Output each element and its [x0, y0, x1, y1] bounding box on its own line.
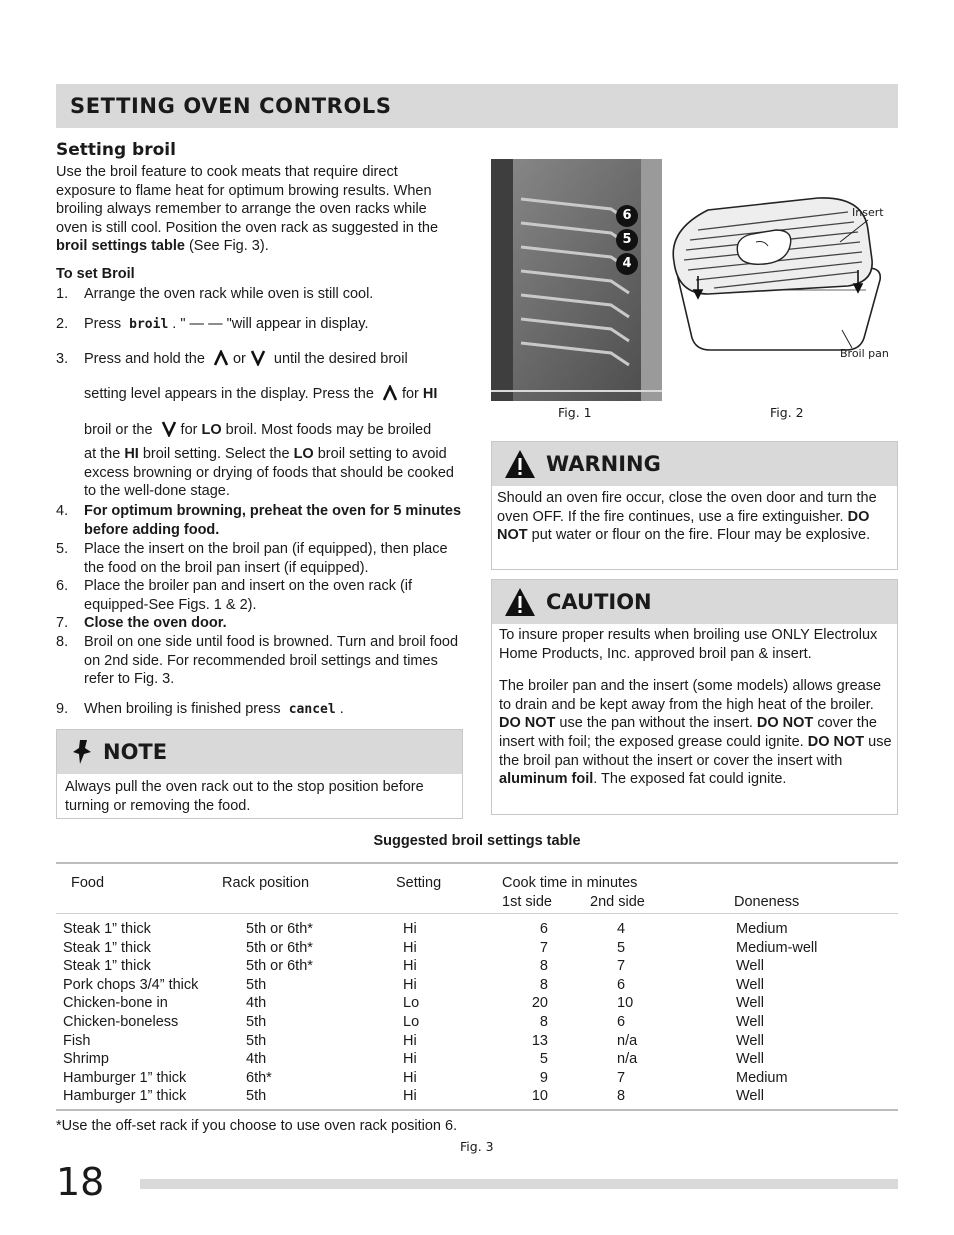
cell-doneness: Well: [736, 1051, 764, 1068]
warning-title: WARNING: [546, 452, 661, 476]
header-first-side: 1st side: [502, 894, 552, 910]
cell-first-side: 8: [539, 976, 548, 993]
intro-paragraph: Use the broil feature to cook meats that require direct exposure to flame heat for optimum browing results. When broiling always remember to arrange the oven racks while oven is still cool. Position the oven rack as suggested in the broil settings table (See Fig. 3).: [56, 164, 439, 255]
cell-setting: Hi: [403, 958, 417, 975]
pushpin-icon: [71, 738, 95, 772]
cell-second-side: 6: [617, 1014, 626, 1030]
insert-label: Insert: [852, 206, 884, 219]
cell-rack: 5th: [246, 1088, 267, 1105]
footer-bar: [140, 1179, 898, 1189]
cell-food: Steak 1” thick: [63, 921, 151, 937]
cell-second-side: 6: [617, 976, 626, 993]
cell-first-side: 7: [539, 939, 548, 956]
note-header: [57, 730, 462, 774]
cell-rack: 4th: [246, 995, 267, 1012]
note-title: NOTE: [103, 740, 168, 764]
section-header-bar: [56, 84, 898, 128]
cell-setting: Lo: [403, 995, 420, 1012]
fig1-caption: Fig. 1: [558, 405, 592, 420]
cell-second-side: n/a: [617, 1032, 638, 1049]
cell-rack: 5th: [246, 976, 267, 993]
cell-first-side: 5: [539, 1051, 548, 1068]
cell-rack: 6th*: [246, 1069, 272, 1086]
table-header-rule: [56, 913, 898, 914]
cell-food: Hamburger 1” thick: [63, 1069, 187, 1086]
cell-doneness: Medium-well: [736, 939, 818, 956]
caution-body: [492, 624, 897, 792]
chevron-up-icon: [213, 350, 229, 366]
caution-header: [492, 580, 897, 624]
cell-food: Steak 1” thick: [63, 958, 151, 975]
warning-triangle-icon: [504, 449, 536, 485]
caution-triangle-icon: [504, 587, 536, 623]
cell-second-side: 5: [617, 939, 626, 956]
cell-doneness: Well: [736, 995, 764, 1012]
section-title: Setting broil: [56, 140, 176, 160]
cell-second-side: 4: [617, 921, 626, 937]
warning-header: [492, 442, 897, 486]
cell-setting: Hi: [403, 976, 417, 993]
cell-first-side: 10: [531, 1088, 548, 1105]
chevron-down-icon: [250, 350, 266, 366]
rack-label-5: 5: [616, 229, 638, 251]
cell-first-side: 20: [531, 995, 548, 1012]
table-top-rule: [56, 862, 898, 864]
cell-second-side: 10: [617, 995, 634, 1012]
caution-paragraph-1: To insure proper results when broiling use ONLY Electrolux Home Products, Inc. approved broil pan & insert.: [499, 627, 878, 662]
cell-second-side: 7: [617, 958, 626, 975]
cell-doneness: Well: [736, 958, 764, 975]
cell-setting: Hi: [403, 939, 417, 956]
caution-title: CAUTION: [546, 590, 652, 614]
cell-rack: 5th or 6th*: [246, 921, 313, 937]
cell-first-side: 8: [539, 958, 548, 975]
cell-rack: 5th or 6th*: [246, 958, 313, 975]
cell-first-side: 9: [539, 1069, 548, 1086]
cell-doneness: Medium: [736, 1069, 788, 1086]
cell-rack: 5th or 6th*: [246, 939, 313, 956]
cell-first-side: 6: [539, 921, 548, 937]
cell-food: Hamburger 1” thick: [63, 1088, 187, 1105]
rack-label-4: 4: [616, 253, 638, 275]
caution-paragraph-2: The broiler pan and the insert (some models) allows grease to drain and be kept away from the high heat of the broiler. DO NOT use the pan without the insert. DO NOT cover the insert with foil; the exposed grease could ignite. DO NOT use the broil pan without the insert or cover the insert with aluminum foil. The exposed fat could ignite.: [499, 678, 892, 788]
cell-doneness: Well: [736, 1014, 764, 1030]
warning-box: [491, 441, 898, 570]
note-body: Always pull the oven rack out to the stop position before turning or removing the food.: [65, 779, 424, 814]
caution-box: [491, 579, 898, 815]
cell-first-side: 8: [539, 1014, 548, 1030]
fig2-caption: Fig. 2: [770, 405, 804, 420]
header-setting: Setting: [396, 875, 442, 891]
to-set-heading: To set Broil: [56, 266, 135, 282]
oven-rack-photo: [491, 159, 662, 401]
header-food: Food: [71, 875, 105, 891]
header-cook-time: Cook time in minutes: [502, 875, 638, 891]
header-second-side: 2nd side: [590, 894, 645, 910]
cell-rack: 5th: [246, 1014, 267, 1030]
cell-rack: 5th: [246, 1032, 267, 1049]
cell-setting: Hi: [403, 1069, 417, 1086]
cell-food: Pork chops 3/4” thick: [63, 976, 199, 993]
cell-rack: 4th: [246, 1051, 267, 1068]
cell-second-side: 8: [617, 1088, 626, 1105]
page-title: SETTING OVEN CONTROLS: [70, 94, 392, 118]
cell-second-side: 7: [617, 1069, 626, 1086]
cell-doneness: Well: [736, 976, 764, 993]
table-title: Suggested broil settings table: [373, 833, 581, 849]
chevron-down-icon: [161, 421, 177, 437]
header-rack: Rack position: [222, 875, 310, 891]
broil-pan-label: Broil pan: [840, 347, 889, 360]
cell-food: Chicken-boneless: [63, 1014, 179, 1030]
cell-doneness: Well: [736, 1088, 764, 1105]
cell-food: Chicken-bone in: [63, 995, 168, 1012]
cell-setting: Hi: [403, 1051, 417, 1068]
cell-food: Shrimp: [63, 1051, 109, 1068]
cell-food: Fish: [63, 1032, 91, 1049]
cell-setting: Hi: [403, 921, 417, 937]
broil-key-label: broil: [129, 317, 169, 332]
cancel-key-label: cancel: [288, 702, 336, 717]
cell-second-side: n/a: [617, 1051, 638, 1068]
chevron-up-icon: [382, 385, 398, 401]
page-number: 18: [56, 1160, 105, 1204]
table-footnote: *Use the off-set rack if you choose to use oven rack position 6.: [56, 1118, 458, 1134]
fig3-caption: Fig. 3: [460, 1139, 494, 1154]
cell-setting: Hi: [403, 1088, 417, 1105]
cell-doneness: Well: [736, 1032, 764, 1049]
cell-doneness: Medium: [736, 921, 788, 937]
cell-setting: Hi: [403, 1032, 417, 1049]
rack-label-6: 6: [616, 205, 638, 227]
note-box: [56, 729, 463, 819]
cell-first-side: 13: [531, 1032, 548, 1049]
header-doneness: Doneness: [734, 894, 800, 910]
warning-body: Should an oven fire occur, close the oven door and turn the oven OFF. If the fire continues, use a fire extinguisher. DO NOT put water or flour on the fire. Flour may be explosive.: [497, 490, 877, 544]
cell-setting: Lo: [403, 1014, 420, 1030]
cell-food: Steak 1” thick: [63, 939, 151, 956]
table-bottom-rule: [56, 1109, 898, 1111]
